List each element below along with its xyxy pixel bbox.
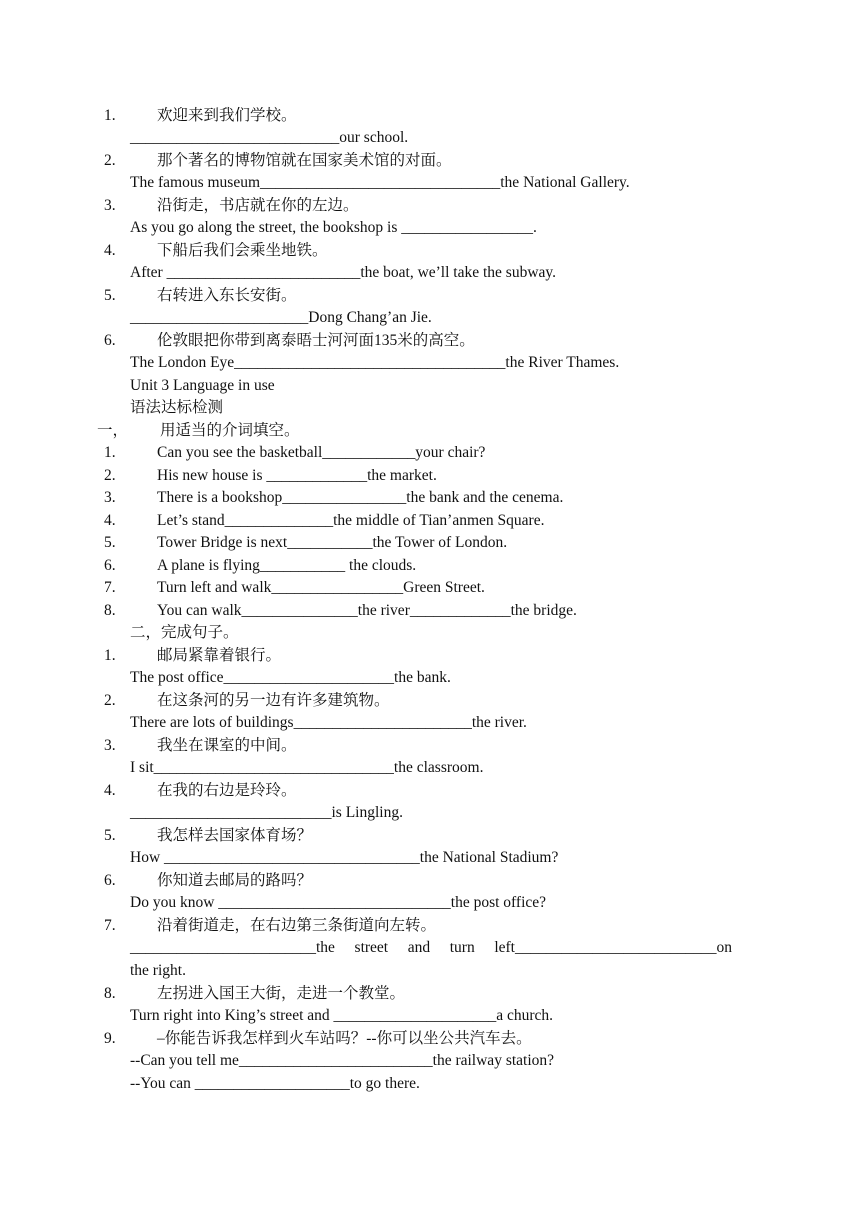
exercise-sentence: Turn left and walk_________________Green Street. [157, 579, 485, 596]
question-number: 5. [104, 534, 116, 551]
english-sentence: __________________________is Lingling. [130, 804, 403, 821]
answer-line [0, 892, 860, 914]
chinese-sentence: 那个著名的博物馆就在国家美术馆的对面。 [157, 152, 452, 169]
chinese-sentence: –你能告诉我怎样到火车站吗？--你可以坐公共汽车去。 [157, 1030, 532, 1047]
question-row [0, 825, 860, 847]
question-number: 6. [104, 557, 116, 574]
question-number: 8. [104, 985, 116, 1002]
question-number: 5. [104, 287, 116, 304]
question-row [0, 983, 860, 1005]
justified-answer-line [130, 937, 732, 959]
unit-title: Unit 3 Language in use [130, 377, 275, 394]
english-sentence: There are lots of buildings_______________________the river. [130, 714, 527, 731]
section-one-title: 用适当的介词填空。 [160, 422, 300, 439]
question-row [0, 780, 860, 802]
exercise-row [0, 442, 860, 464]
question-number: 3. [104, 197, 116, 214]
question-row [0, 1028, 860, 1050]
question-row [0, 645, 860, 667]
exercise-sentence: There is a bookshop________________the bank and the cenema. [157, 489, 564, 506]
chinese-sentence: 在我的右边是玲玲。 [157, 782, 297, 799]
exercise-sentence: Let’s stand______________the middle of Tian’anmen Square. [157, 512, 545, 529]
chinese-sentence: 沿着街道走，在右边第三条街道向左转。 [157, 917, 437, 934]
grammar-title-row [0, 397, 860, 419]
section-one-label: 一， [97, 422, 129, 439]
chinese-sentence: 左拐进入国王大街，走进一个教堂。 [157, 985, 406, 1002]
question-number: 6. [104, 872, 116, 889]
question-number: 2. [104, 152, 116, 169]
exercise-row [0, 555, 860, 577]
answer-word: left__________________________on [494, 939, 732, 956]
question-number: 4. [104, 782, 116, 799]
english-sentence: _______________________Dong Chang’an Jie. [130, 309, 432, 326]
question-row [0, 870, 860, 892]
chinese-sentence: 欢迎来到我们学校。 [157, 107, 297, 124]
question-row [0, 690, 860, 712]
english-sentence: After _________________________the boat, we’ll take the subway. [130, 264, 557, 281]
exercise-row [0, 487, 860, 509]
question-row [0, 105, 860, 127]
exercise-sentence: You can walk_______________the river_____________the bridge. [157, 602, 577, 619]
english-sentence: The famous museum_______________________________the National Gallery. [130, 174, 630, 191]
exercise-sentence: Can you see the basketball____________your chair? [157, 444, 486, 461]
answer-line [0, 172, 860, 194]
answer-line [0, 712, 860, 734]
chinese-sentence: 伦敦眼把你带到离泰晤士河河面135米的高空。 [157, 332, 475, 349]
question-number: 2. [104, 692, 116, 709]
exercise-sentence: Tower Bridge is next___________the Tower of London. [157, 534, 508, 551]
question-number: 7. [104, 579, 116, 596]
exercise-row [0, 510, 860, 532]
exercise-sentence: His new house is _____________the market. [157, 467, 437, 484]
english-sentence: ___________________________our school. [130, 129, 409, 146]
english-sentence: As you go along the street, the bookshop is _________________. [130, 219, 537, 236]
question-row [0, 150, 860, 172]
question-number: 1. [104, 444, 116, 461]
english-sentence: The London Eye___________________________________the River Thames. [130, 354, 620, 371]
question-number: 3. [104, 489, 116, 506]
chinese-sentence: 沿街走，书店就在你的左边。 [157, 197, 359, 214]
question-number: 1. [104, 647, 116, 664]
english-sentence: --Can you tell me_________________________the railway station? [130, 1052, 555, 1069]
english-sentence: Do you know ______________________________the post office? [130, 894, 547, 911]
answer-word: ________________________the [130, 939, 335, 956]
question-row [0, 195, 860, 217]
question-number: 1. [104, 107, 116, 124]
question-number: 4. [104, 242, 116, 259]
answer-line [0, 217, 860, 239]
english-sentence: The post office______________________the bank. [130, 669, 451, 686]
answer-line [0, 262, 860, 284]
question-number: 8. [104, 602, 116, 619]
question-row [0, 285, 860, 307]
section-one-heading [0, 420, 860, 442]
chinese-sentence: 邮局紧靠着银行。 [157, 647, 282, 664]
unit-title-row [0, 375, 860, 397]
question-number: 4. [104, 512, 116, 529]
answer-word: turn [449, 939, 475, 956]
exercise-row [0, 577, 860, 599]
grammar-title: 语法达标检测 [130, 399, 224, 416]
question-number: 7. [104, 917, 116, 934]
answer-line [0, 307, 860, 329]
chinese-sentence: 你知道去邮局的路吗？ [157, 872, 313, 889]
english-sentence: Turn right into King’s street and _____________________a church. [130, 1007, 554, 1024]
question-number: 2. [104, 467, 116, 484]
english-sentence: How _________________________________the National Stadium? [130, 849, 559, 866]
answer-line [0, 127, 860, 149]
chinese-sentence: 在这条河的另一边有许多建筑物。 [157, 692, 390, 709]
exercise-row [0, 600, 860, 622]
question-number: 9. [104, 1030, 116, 1047]
answer-line [0, 847, 860, 869]
chinese-sentence: 我坐在课室的中间。 [157, 737, 297, 754]
question-number: 5. [104, 827, 116, 844]
answer-line [0, 757, 860, 779]
answer-line [0, 1073, 860, 1095]
question-row [0, 915, 860, 937]
answer-line [0, 1005, 860, 1027]
question-number: 3. [104, 737, 116, 754]
section-two-title: 二，完成句子。 [130, 624, 239, 641]
chinese-sentence: 下船后我们会乘坐地铁。 [157, 242, 328, 259]
answer-line [0, 937, 860, 959]
answer-line [0, 1050, 860, 1072]
chinese-sentence: 右转进入东长安街。 [157, 287, 297, 304]
exercise-sentence: A plane is flying___________ the clouds. [157, 557, 417, 574]
answer-line-continued [0, 960, 860, 982]
question-row [0, 330, 860, 352]
exercise-row [0, 532, 860, 554]
question-row [0, 240, 860, 262]
answer-line [0, 802, 860, 824]
answer-word: and [407, 939, 431, 956]
section-two-heading [0, 622, 860, 644]
answer-line [0, 352, 860, 374]
answer-word: street [354, 939, 389, 956]
answer-line [0, 667, 860, 689]
english-sentence: the right. [130, 962, 186, 979]
exercise-row [0, 465, 860, 487]
question-number: 6. [104, 332, 116, 349]
english-sentence: I sit_______________________________the classroom. [130, 759, 484, 776]
english-sentence: --You can ____________________to go there. [130, 1075, 420, 1092]
chinese-sentence: 我怎样去国家体育场？ [157, 827, 313, 844]
question-row [0, 735, 860, 757]
